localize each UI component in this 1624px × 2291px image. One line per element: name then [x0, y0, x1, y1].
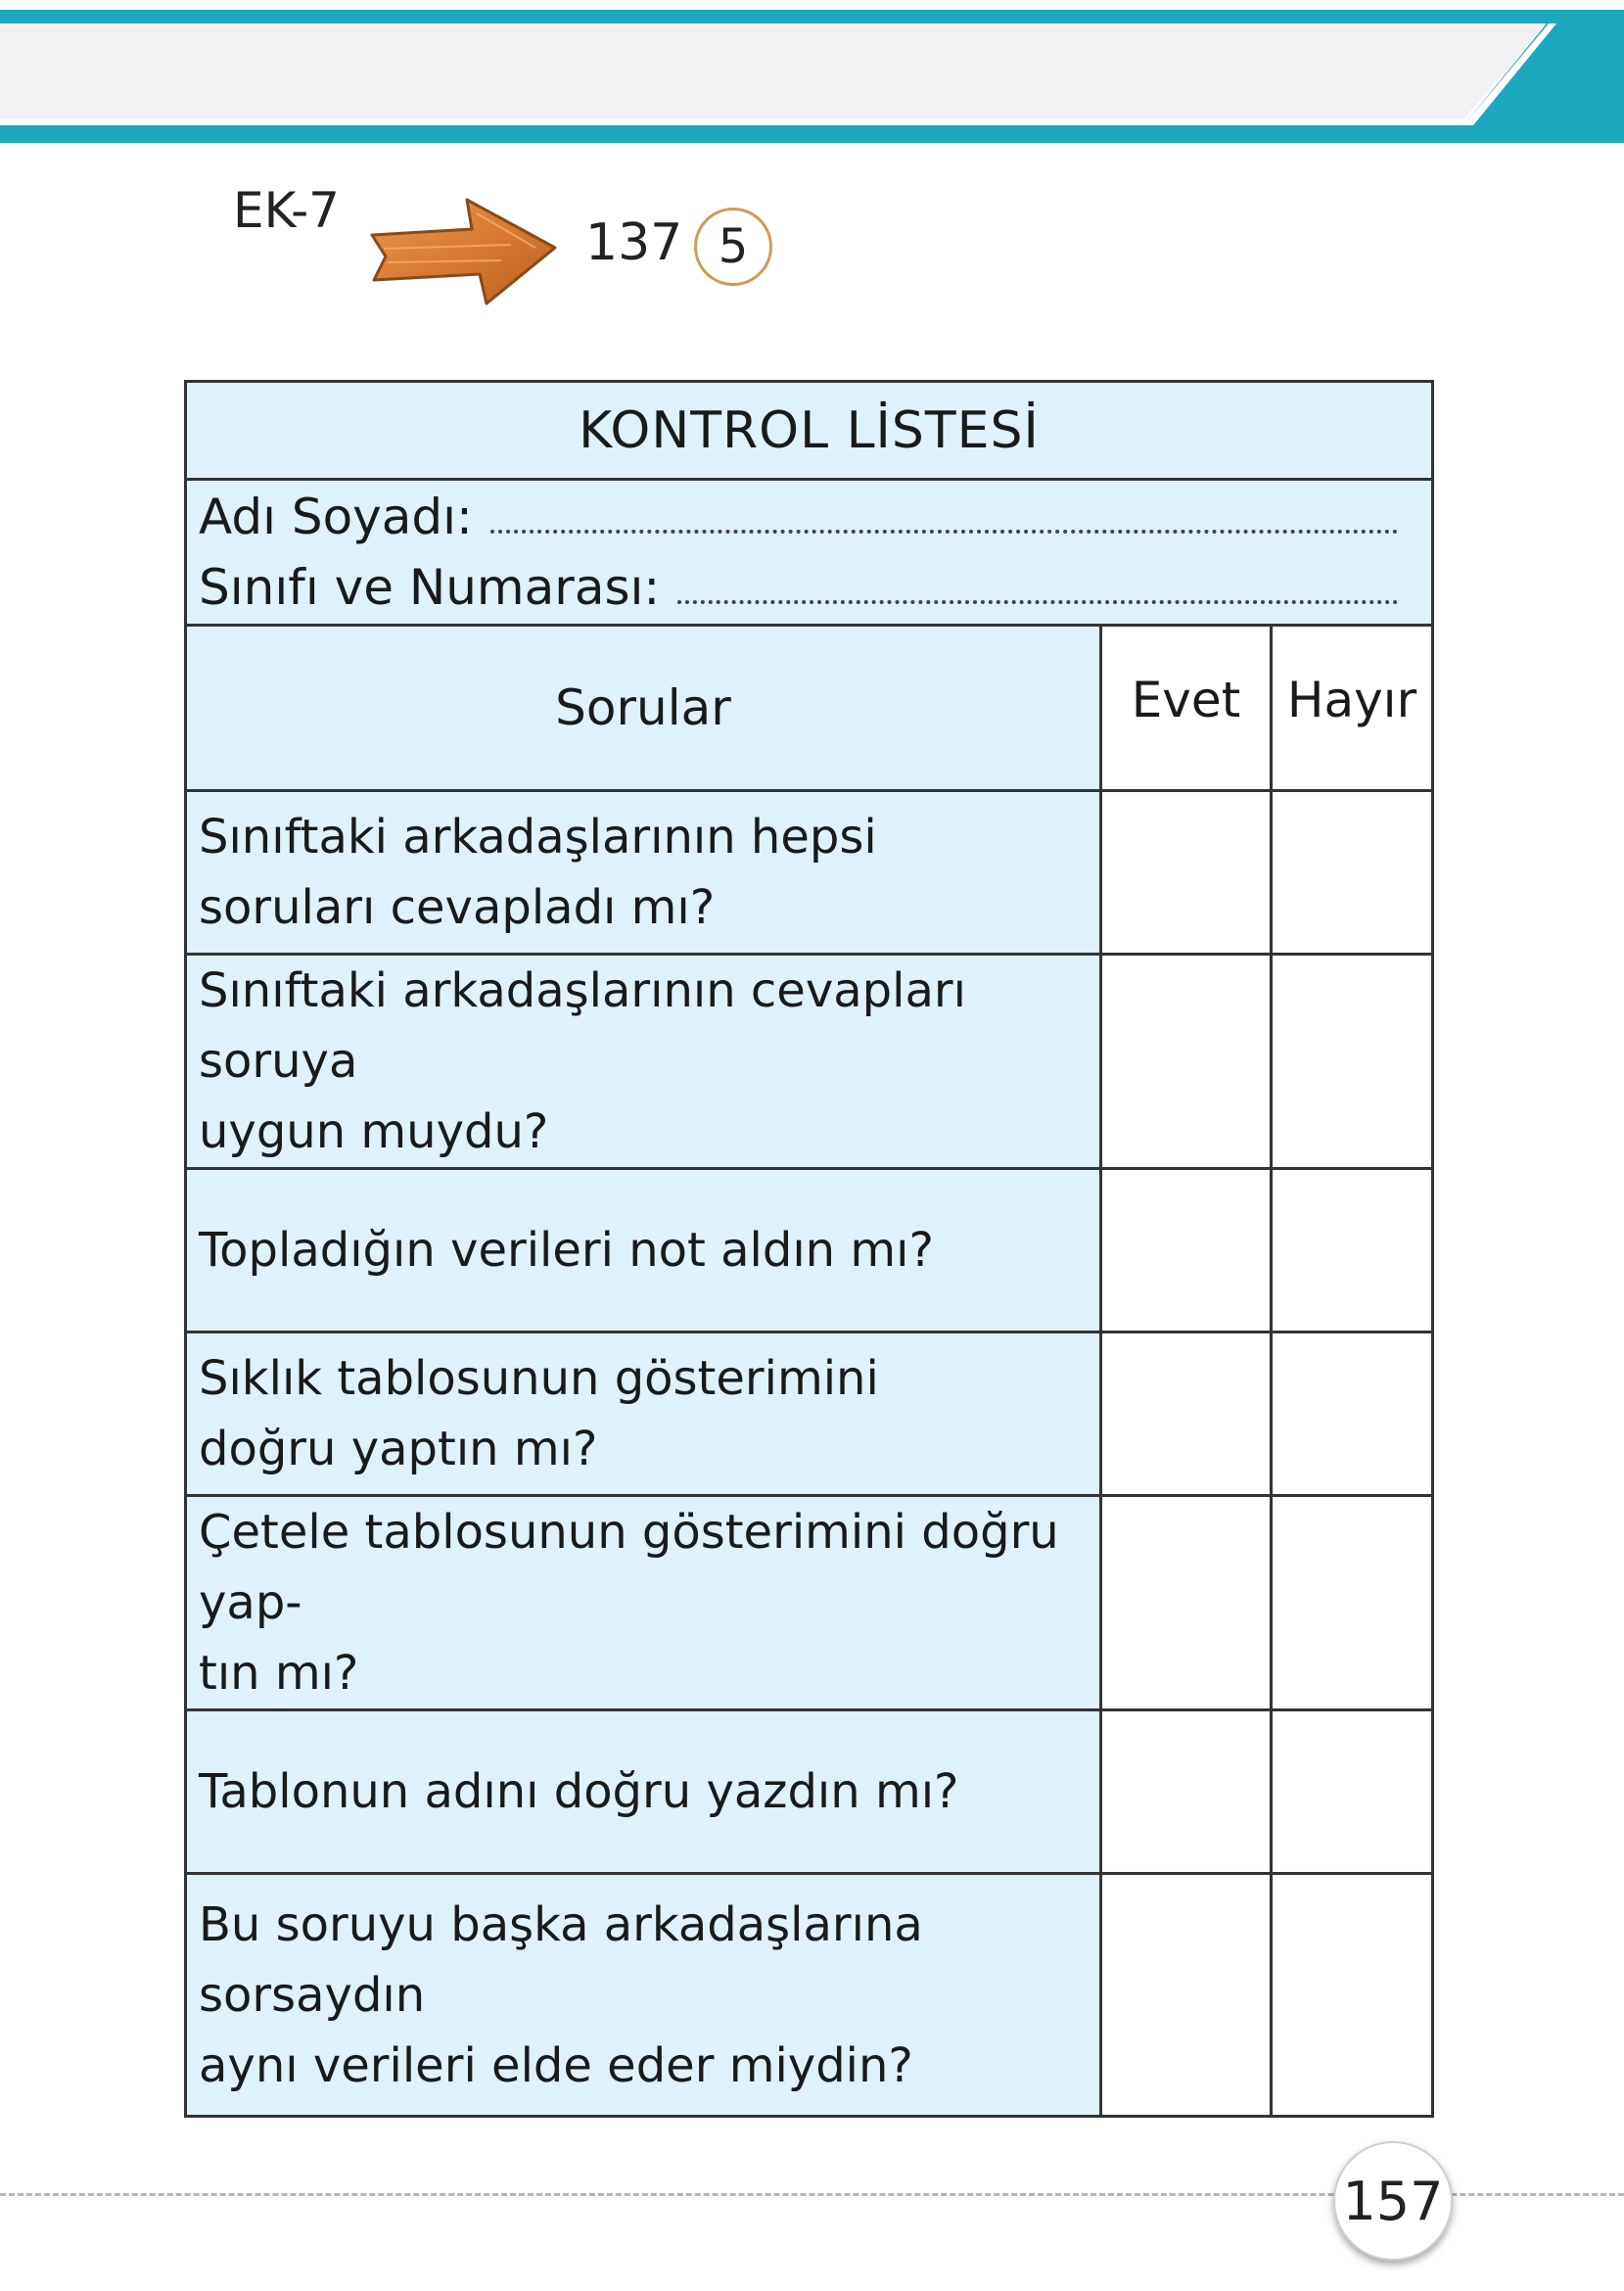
question-cell: Çetele tablosunun gösterimini doğru yap- tın mı? — [186, 1496, 1101, 1710]
checklist-table — [184, 380, 1434, 2118]
class-line[interactable] — [199, 552, 1431, 623]
name-fill-line[interactable] — [490, 529, 1398, 534]
answer-no-cell[interactable] — [1272, 1496, 1433, 1710]
answer-no-cell[interactable] — [1272, 1333, 1433, 1496]
arrow-right-icon — [364, 194, 560, 311]
page-number: 157 — [1333, 2141, 1453, 2261]
question-cell: Bu soruyu başka arkadaşlarına sorsaydın aynı verileri elde eder miydin? — [186, 1874, 1101, 2117]
question-cell: Sıklık tablosunun gösterimini doğru yaptın mı? — [186, 1333, 1101, 1496]
table-row — [186, 1710, 1433, 1874]
table-row — [186, 955, 1433, 1169]
answer-yes-cell[interactable] — [1101, 1333, 1272, 1496]
answer-yes-cell[interactable] — [1101, 1496, 1272, 1710]
reference-page: 137 — [585, 213, 683, 272]
question-cell: Topladığın verileri not aldın mı? — [186, 1169, 1101, 1333]
answer-yes-cell[interactable] — [1101, 1710, 1272, 1874]
name-label: Adı Soyadı: — [199, 489, 473, 545]
answer-yes-cell[interactable] — [1101, 1169, 1272, 1333]
answer-yes-cell[interactable] — [1101, 1874, 1272, 2117]
table-row — [186, 791, 1433, 955]
answer-no-cell[interactable] — [1272, 1169, 1433, 1333]
header-gray-panel — [0, 23, 1547, 119]
question-cell: Sınıftaki arkadaşlarının cevapları soruya uygun muydu? — [186, 955, 1101, 1169]
table-row — [186, 1169, 1433, 1333]
column-header-no: Hayır — [1272, 626, 1433, 791]
table-row — [186, 1333, 1433, 1496]
reference-label: EK-7 — [233, 182, 340, 239]
column-header-yes: Evet — [1101, 626, 1272, 791]
student-info — [186, 480, 1433, 626]
class-fill-line[interactable] — [677, 599, 1398, 604]
answer-no-cell[interactable] — [1272, 955, 1433, 1169]
table-row — [186, 1874, 1433, 2117]
column-header-questions: Sorular — [186, 626, 1101, 791]
answer-yes-cell[interactable] — [1101, 955, 1272, 1169]
answer-no-cell[interactable] — [1272, 1710, 1433, 1874]
class-label: Sınıfı ve Numarası: — [199, 559, 661, 616]
table-row — [186, 1496, 1433, 1710]
question-cell: Sınıftaki arkadaşlarının hepsi soruları cevapladı mı? — [186, 791, 1101, 955]
checklist-title: KONTROL LİSTESİ — [186, 382, 1433, 480]
answer-no-cell[interactable] — [1272, 791, 1433, 955]
name-line[interactable] — [199, 482, 1431, 552]
answer-no-cell[interactable] — [1272, 1874, 1433, 2117]
question-cell: Tablonun adını doğru yazdın mı? — [186, 1710, 1101, 1874]
reference-number-badge: 5 — [694, 208, 772, 286]
header-accent-line — [0, 10, 1624, 23]
header-band — [0, 23, 1624, 143]
answer-yes-cell[interactable] — [1101, 791, 1272, 955]
